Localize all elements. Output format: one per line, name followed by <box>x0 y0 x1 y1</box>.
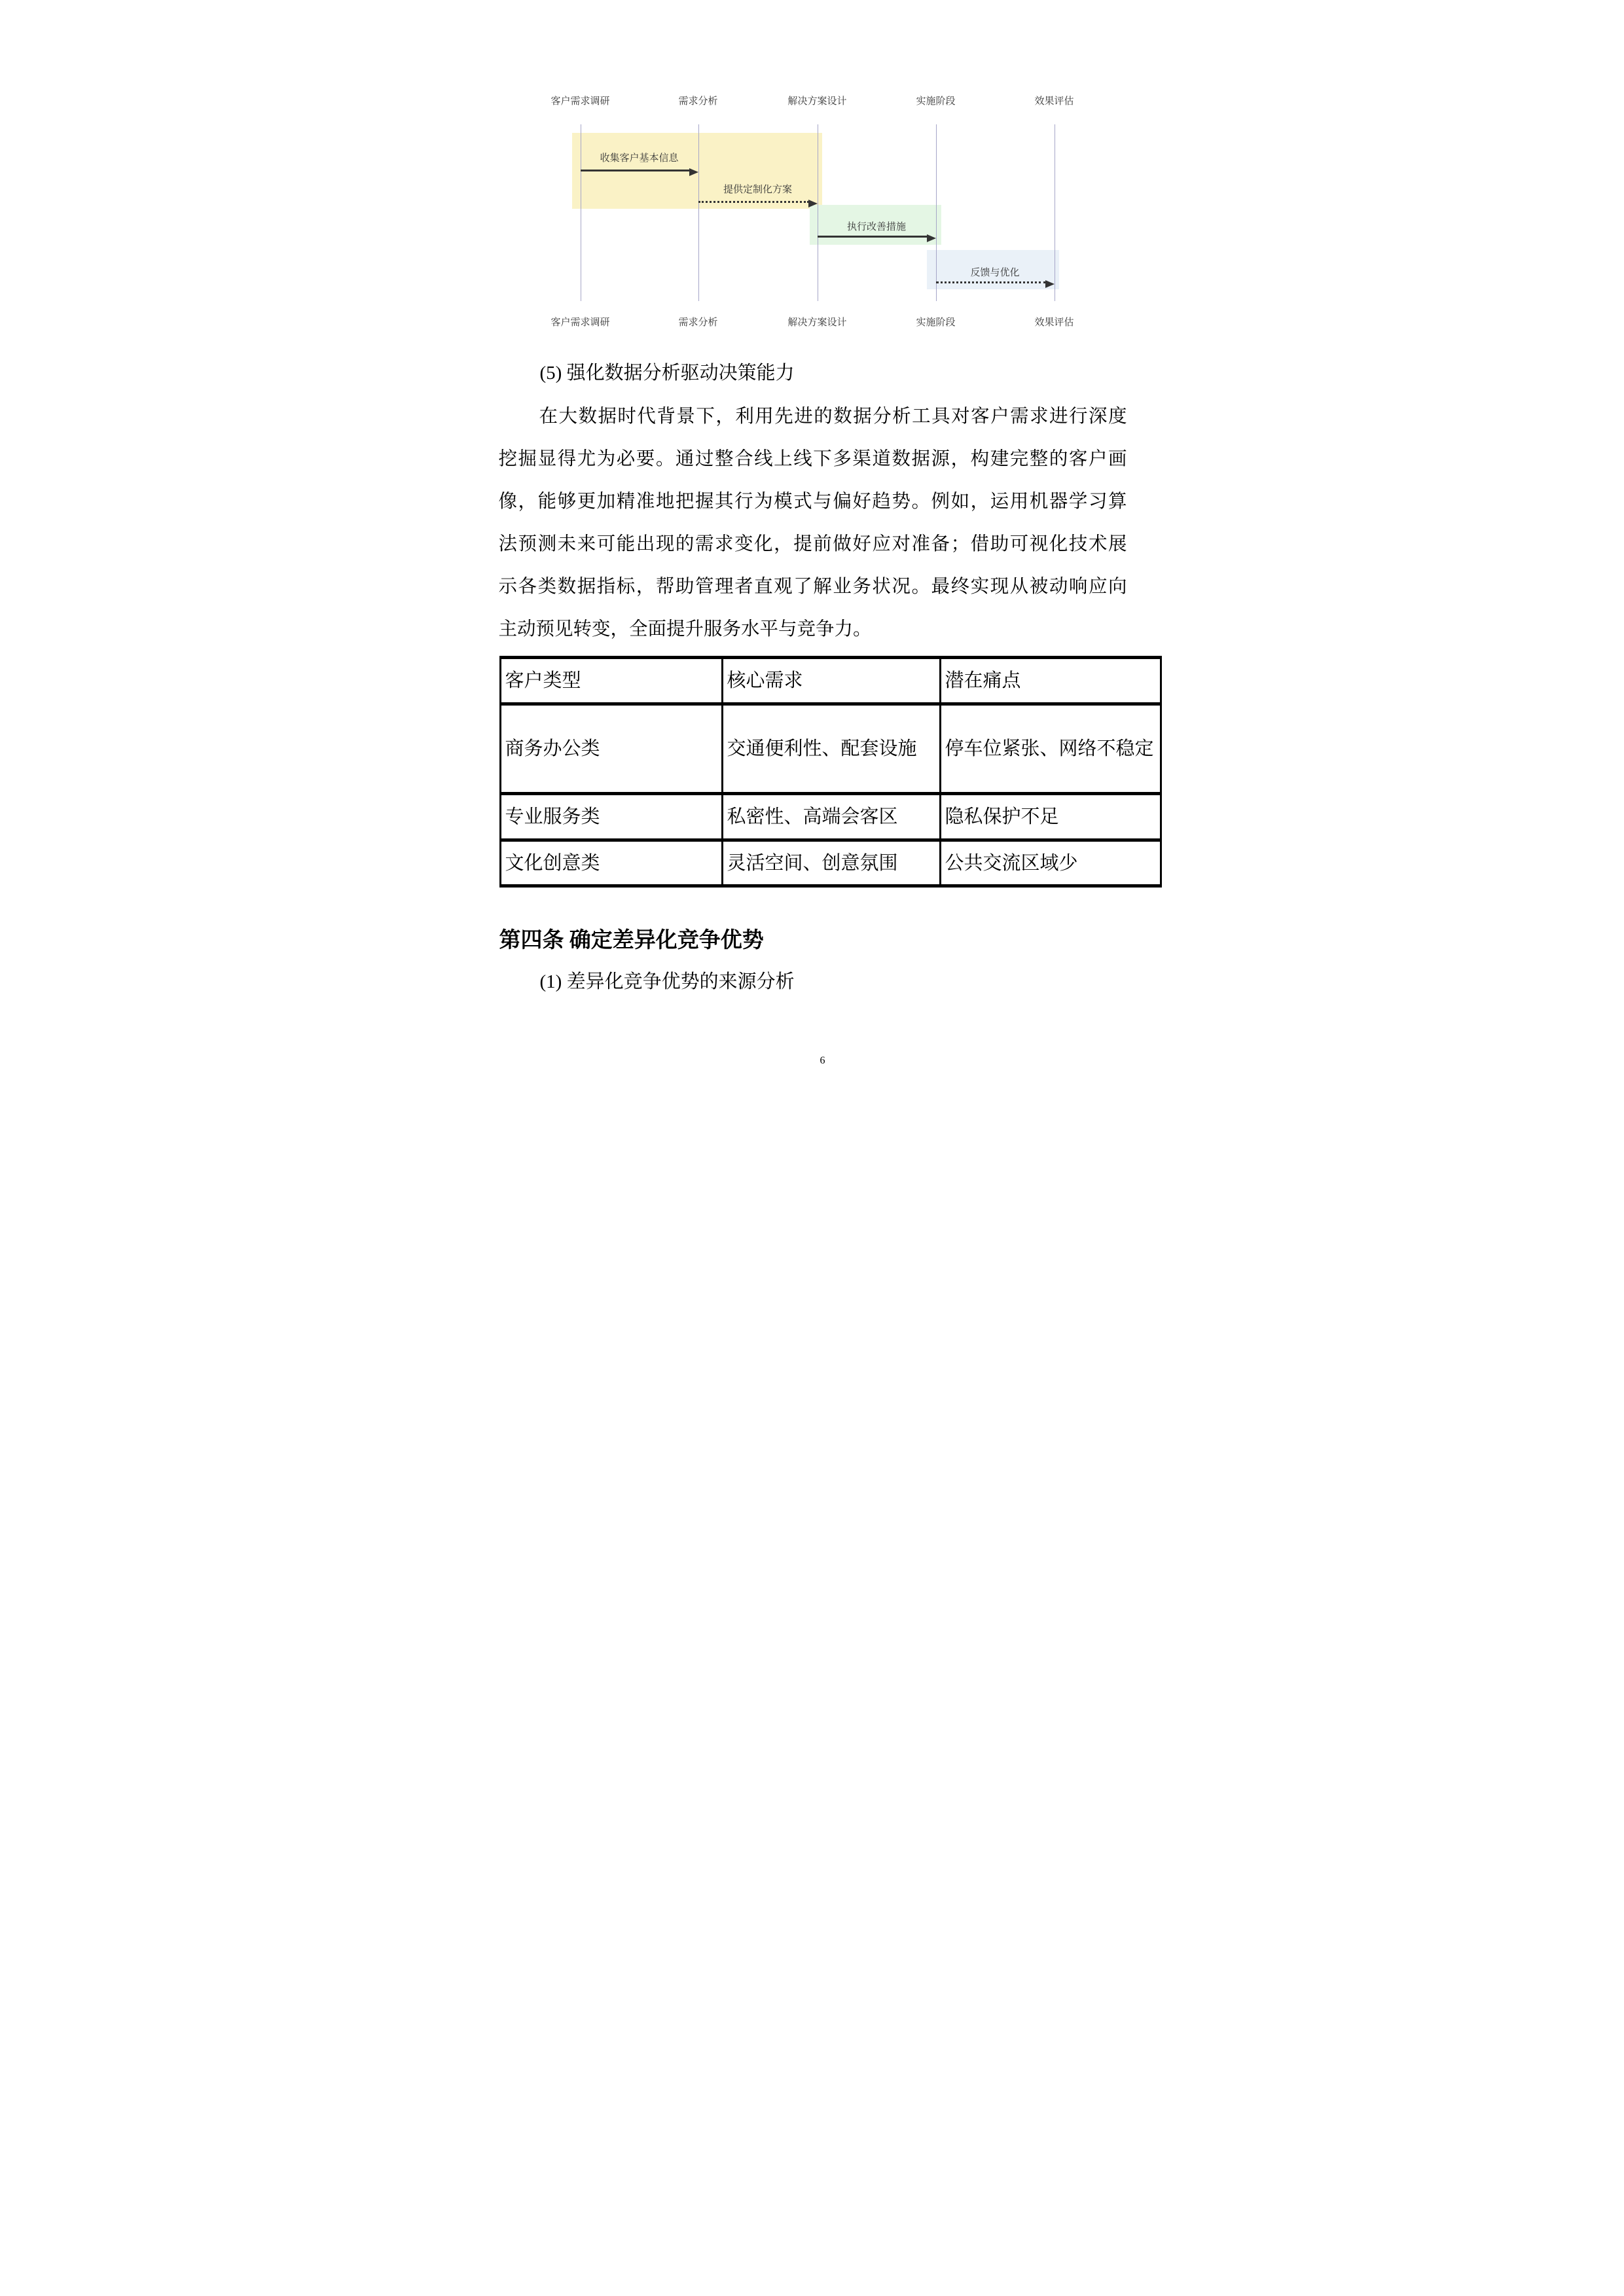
section5-paragraph <box>499 395 1127 651</box>
section5-heading: (5) 强化数据分析驱动决策能力 <box>539 363 795 384</box>
message-arrow-dashed-2 <box>698 201 809 203</box>
paragraph-line: 像，能够更加精准地把握其行为模式与偏好趋势。例如，运用机器学习算 <box>498 492 1127 512</box>
table-row <box>500 840 1161 886</box>
paragraph-line: 法预测未来可能出现的需求变化，提前做好应对准备；借助可视化技术展 <box>498 534 1127 554</box>
message-arrow-solid-1 <box>581 170 690 171</box>
table-row <box>500 704 1161 794</box>
actor-label-bottom-2: 需求分析 <box>678 317 718 328</box>
message-label-3: 执行改善措施 <box>846 221 906 232</box>
table-cell: 交通便利性、配套设施 <box>722 704 940 794</box>
actor-label-top-1: 客户需求调研 <box>550 96 610 107</box>
paragraph-line: 主动预见转变，全面提升服务水平与竞争力。 <box>498 619 872 639</box>
actor-label-bottom-5: 效果评估 <box>1034 317 1074 328</box>
table-header-row <box>500 658 1161 704</box>
section4-heading: 第四条 确定差异化竞争优势 <box>499 929 764 952</box>
message-label-2: 提供定制化方案 <box>723 184 792 195</box>
table-cell: 隐私保护不足 <box>940 794 1161 840</box>
section4-sub-heading: (1) 差异化竞争优势的来源分析 <box>539 971 795 992</box>
lifeline-2 <box>698 124 699 301</box>
actor-label-top-2: 需求分析 <box>678 96 718 107</box>
paragraph-line: 挖掘显得尤为必要。通过整合线上线下多渠道数据源，构建完整的客户画 <box>498 449 1127 469</box>
actor-label-top-4: 实施阶段 <box>916 96 956 107</box>
table-header-cell: 核心需求 <box>722 658 940 704</box>
message-label-1: 收集客户基本信息 <box>600 152 679 164</box>
sequence-diagram <box>406 0 1218 340</box>
table-cell: 商务办公类 <box>500 704 722 794</box>
table-cell: 灵活空间、创意氛围 <box>722 840 940 886</box>
table-row <box>500 794 1161 840</box>
table-cell: 公共交流区域少 <box>940 840 1161 886</box>
message-label-4: 反馈与优化 <box>970 267 1020 278</box>
table-cell: 停车位紧张、网络不稳定 <box>940 704 1161 794</box>
table-cell: 文化创意类 <box>500 840 722 886</box>
customer-type-table <box>499 656 1162 888</box>
table-cell: 专业服务类 <box>500 794 722 840</box>
actor-label-top-5: 效果评估 <box>1034 96 1074 107</box>
actor-label-bottom-3: 解决方案设计 <box>787 317 847 328</box>
actor-label-top-3: 解决方案设计 <box>787 96 847 107</box>
paragraph-line: 在大数据时代背景下，利用先进的数据分析工具对客户需求进行深度 <box>539 406 1127 427</box>
document-page <box>406 0 1218 1148</box>
message-arrow-solid-3 <box>818 236 928 238</box>
paragraph-line: 示各类数据指标，帮助管理者直观了解业务状况。最终实现从被动响应向 <box>498 577 1127 597</box>
table-header-cell: 客户类型 <box>500 658 722 704</box>
table-header-cell: 潜在痛点 <box>940 658 1161 704</box>
table-cell: 私密性、高端会客区 <box>722 794 940 840</box>
page-number: 6 <box>820 1055 825 1066</box>
actor-label-bottom-1: 客户需求调研 <box>550 317 610 328</box>
message-arrow-dashed-4 <box>936 281 1046 283</box>
actor-label-bottom-4: 实施阶段 <box>916 317 956 328</box>
